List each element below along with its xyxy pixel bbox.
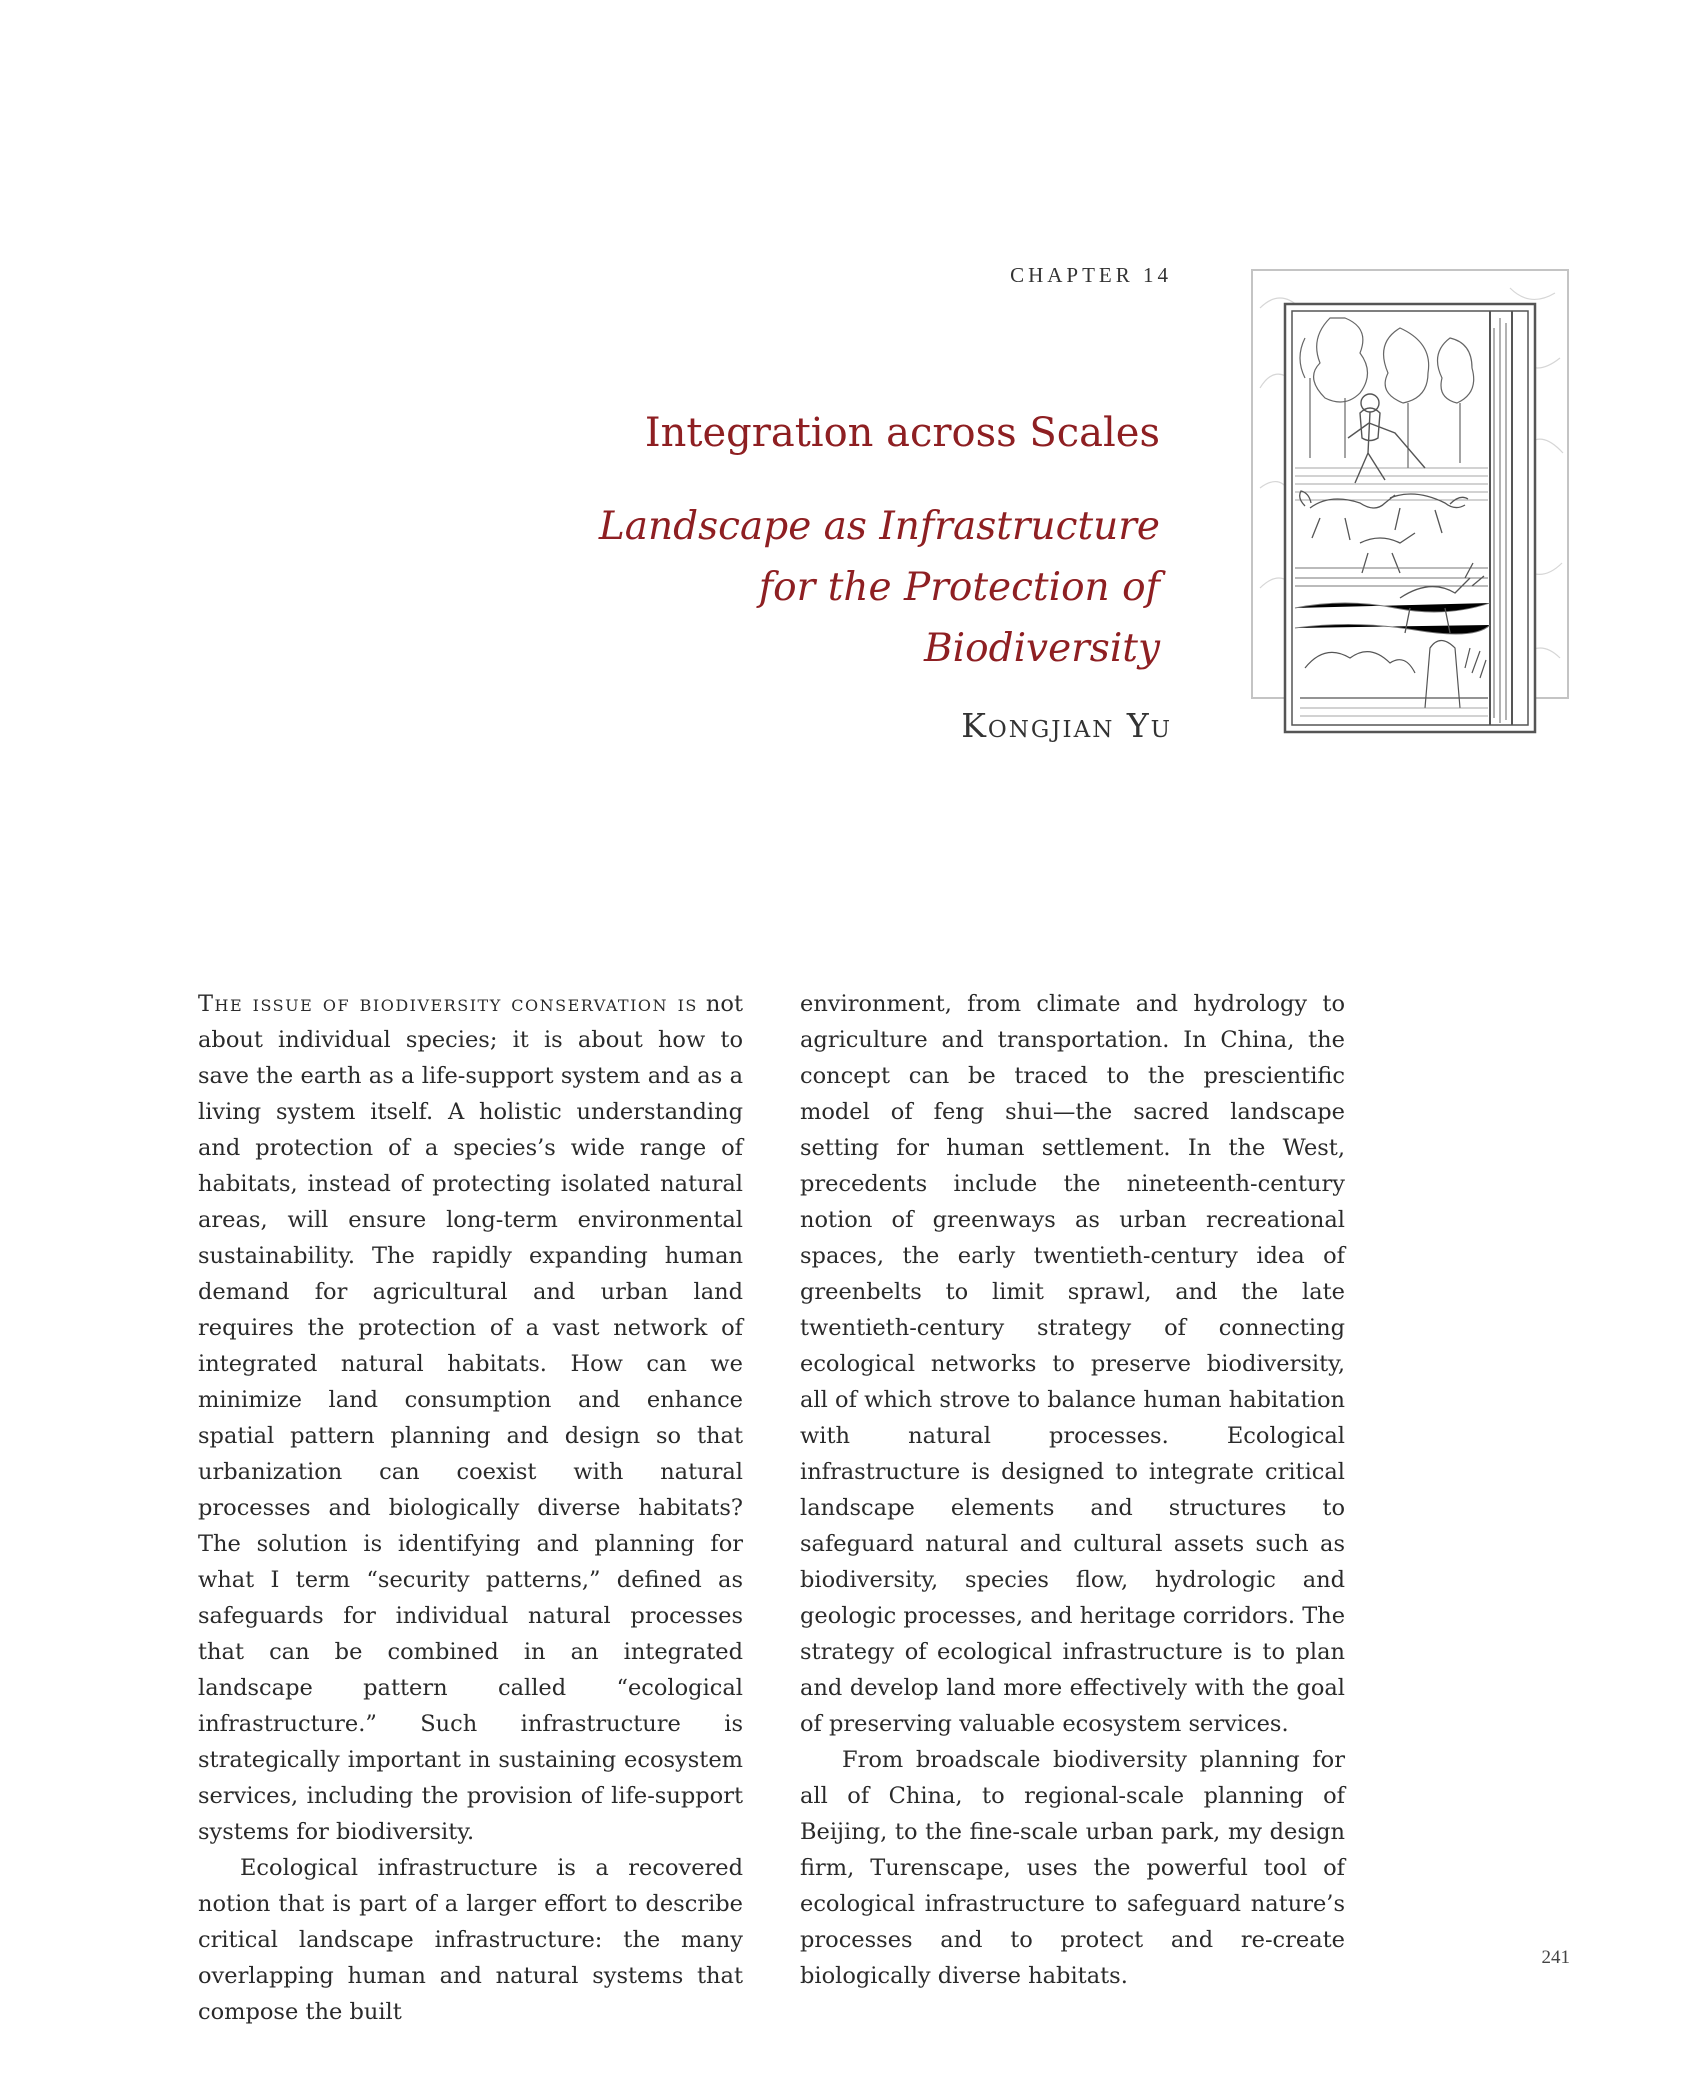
body-column-right (800, 986, 1345, 1994)
subtitle-line-2: for the Protection of Biodiversity (758, 565, 1160, 671)
page-number: 241 (1541, 1947, 1570, 1968)
paragraph: Ecological infrastructure is a recovered notion that is part of a larger effort to describe critical landscape infrastructure: the many overlapping human and natural systems that compose the built (198, 1855, 743, 2025)
paragraph: environment, from climate and hydrology to agriculture and transportation. In China, the concept can be traced to the prescientific model of feng shui—the sacred landscape setting for human settlement. In the West, precedents include the nineteenth-century notion of greenways as urban recreational spaces, the early twentieth-century idea of greenbelts to limit sprawl, and the late twentieth-century strategy of connecting ecological networks to preserve biodiversity, all of which strove to balance human habitation with natural processes. Ecological infrastructure is designed to integrate critical landscape elements and structures to safeguard natural and cultural assets such as biodiversity, species flow, hydrologic and geologic processes, and heritage corridors. The strategy of ecological infrastructure is to plan and develop land more effectively with the goal of preserving valuable ecosystem services. (800, 991, 1346, 1737)
author-name: Kongjian Yu (961, 706, 1172, 745)
paragraph: From broadscale biodiversity planning for all of China, to regional-scale planning of Beijing, to the fine-scale urban park, my design firm, Turenscape, uses the powerful tool of ecological infrastructure to safeguard nature’s processes and to protect and re-create biologically diverse habitats. (800, 1747, 1345, 1989)
paragraph (198, 986, 743, 1850)
chapter-subtitle (560, 496, 1160, 679)
opening-small-caps: The issue of biodiversity conservation is (198, 991, 698, 1017)
body-column-left (198, 986, 743, 2030)
subtitle-line-1: Landscape as Infrastructure (598, 504, 1160, 549)
chapter-title: Integration across Scales (644, 410, 1160, 456)
paragraph-text: not about individual species; it is about how to save the earth as a life-support system and as a living system itself. A holistic understanding and protection of a species’s wide range of habitats, instead of protecting isolated natural areas, will ensure long-term environmental sustainability. The rapidly expanding human demand for agricultural and urban land requires the protection of a vast network of integrated natural habitats. How can we minimize land consumption and enhance spatial pattern planning and design so that urbanization can coexist with natural processes and biologically diverse habitats? The solution is identifying and planning for what I term “security patterns,” defined as safeguards for individual natural processes that can be combined in an integrated landscape pattern called “ecological infrastructure.” Such infrastructure is strategically important in sustaining ecosystem services, including the provision of life-support systems for biodiversity. (198, 991, 743, 1845)
woodcut-hunting-scene-icon (1250, 268, 1570, 738)
chapter-label: CHAPTER 14 (1010, 263, 1172, 287)
